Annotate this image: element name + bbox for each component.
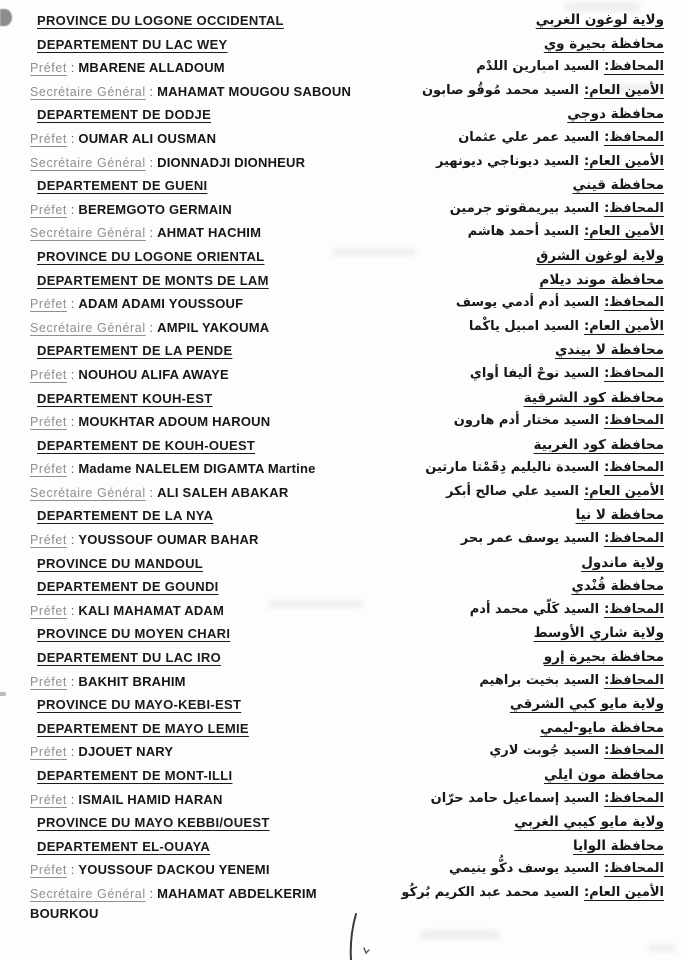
sg-label-ar: الأمين العام:: [584, 224, 664, 240]
arabic-entry: [534, 622, 664, 643]
prefet-label-fr: Préfet: [30, 297, 67, 312]
label-colon: :: [145, 885, 158, 901]
department-title-ar: محافظة مايو-ليمي: [540, 719, 664, 736]
label-colon: :: [145, 319, 158, 335]
row-department: [30, 646, 664, 670]
french-entry: [30, 882, 354, 923]
official-name-fr: DIONNADJI DIONHEUR: [157, 154, 306, 170]
arabic-entry: [510, 693, 664, 714]
row-prefet: [30, 788, 664, 812]
official-name-fr: DJOUET NARY: [78, 744, 174, 760]
french-entry: [30, 174, 207, 195]
sg-label-ar: الأمين العام:: [584, 884, 664, 900]
department-title-fr: DEPARTEMENT KOUH-EST: [37, 390, 213, 406]
sg-label-fr: Secrétaire Général: [30, 886, 146, 901]
official-name-fr: BEREMGOTO GERMAIN: [78, 201, 232, 217]
department-title-fr: DEPARTEMENT DE KOUH-OUEST: [37, 437, 256, 453]
department-title-ar: محافظة لا بيندي: [554, 342, 664, 359]
row-sg: [30, 316, 664, 340]
arabic-entry: [540, 717, 664, 738]
arabic-entry: [544, 646, 664, 667]
row-department: [30, 835, 664, 859]
department-title-fr: DEPARTEMENT DU LAC WEY: [37, 36, 228, 52]
official-name-ar: السيد جُوبت لاري: [489, 743, 600, 759]
department-title-fr: DEPARTEMENT DE LA NYA: [37, 508, 214, 524]
arabic-entry: [581, 552, 664, 573]
row-prefet: [30, 457, 664, 481]
official-name-ar: السيد يوسف عمر بحر: [460, 531, 600, 547]
official-name-ar: السيد ديوناجي ديونهير: [436, 153, 579, 169]
official-name-fr: MAHAMAT MOUGOU SABOUN: [157, 83, 352, 99]
official-name-ar: السيد محمد مُوقُو صابون: [421, 82, 579, 98]
row-prefet: [30, 740, 664, 764]
label-colon: :: [66, 461, 79, 477]
official-name-ar: السيد أدم أدمي يوسف: [455, 295, 600, 311]
arabic-entry: [571, 575, 664, 596]
arabic-entry: [536, 245, 664, 266]
label-colon: :: [66, 201, 79, 217]
french-entry: [30, 835, 210, 856]
row-province: [30, 811, 664, 835]
french-entry: [30, 80, 351, 102]
province-title-fr: PROVINCE DU MANDOUL: [37, 555, 204, 571]
french-entry: [30, 56, 225, 78]
row-prefet: [30, 127, 664, 151]
label-colon: :: [66, 791, 79, 807]
french-entry: [30, 127, 216, 149]
french-entry: [30, 552, 203, 573]
french-entry: [30, 717, 249, 738]
prefet-label-fr: Préfet: [30, 863, 67, 878]
arabic-entry: [534, 434, 664, 455]
label-colon: :: [66, 130, 79, 146]
prefet-label-fr: Préfet: [30, 462, 67, 477]
label-colon: :: [66, 414, 79, 430]
official-name-fr: ISMAIL HAMID HARAN: [78, 791, 223, 807]
prefet-label-fr: Préfet: [30, 367, 67, 382]
row-province: [30, 9, 664, 33]
french-entry: [30, 9, 284, 30]
french-entry: [30, 339, 232, 360]
french-entry: [30, 33, 228, 54]
french-entry: [30, 434, 255, 455]
official-name-ar: السيد إسماعيل حامد حرّان: [430, 790, 600, 806]
scan-shadow-patch: [420, 930, 500, 940]
row-province: [30, 552, 664, 576]
row-province: [30, 693, 664, 717]
arabic-entry: [401, 882, 664, 903]
row-sg: [30, 481, 664, 505]
prefet-label-fr: Préfet: [30, 674, 67, 689]
official-name-fr: ADAM ADAMI YOUSSOUF: [78, 296, 244, 312]
french-entry: [30, 764, 232, 785]
official-name-ar: السيد بخيت براهيم: [479, 672, 600, 688]
province-title-ar: ولاية شاري الأوسط: [533, 625, 664, 642]
row-department: [30, 33, 664, 57]
label-colon: :: [66, 673, 79, 689]
arabic-entry: [536, 9, 664, 30]
row-prefet: [30, 670, 664, 694]
prefet-label-fr: Préfet: [30, 61, 67, 76]
french-entry: [30, 269, 269, 290]
arabic-entry: [468, 221, 664, 242]
french-entry: [30, 693, 241, 714]
prefet-label-ar: المحافظ:: [604, 200, 664, 216]
french-entry: [30, 575, 219, 596]
sg-label-ar: الأمين العام:: [584, 153, 664, 169]
prefet-label-ar: المحافظ:: [604, 672, 664, 688]
official-name-ar: السيد مختار أدم هارون: [453, 413, 600, 429]
official-name-ar: السيد امبارين اللدْم: [476, 59, 600, 75]
label-colon: :: [145, 484, 158, 500]
french-entry: [30, 858, 270, 880]
prefet-label-ar: المحافظ:: [604, 59, 664, 75]
sg-label-ar: الأمين العام:: [584, 483, 664, 499]
province-title-ar: ولاية لوغون الغربي: [535, 12, 664, 28]
official-name-fr: AMPIL YAKOUMA: [157, 319, 270, 335]
french-entry: [30, 811, 270, 832]
row-department: [30, 575, 664, 599]
label-colon: :: [66, 532, 79, 548]
row-prefet: [30, 198, 664, 222]
arabic-entry: [489, 740, 664, 761]
arabic-entry: [450, 198, 664, 219]
province-title-ar: ولاية لوغون الشرق: [536, 247, 664, 264]
row-province: [30, 622, 664, 646]
arabic-entry: [422, 80, 664, 101]
arabic-entry: [576, 504, 664, 525]
french-entry: [30, 363, 229, 385]
row-sg: [30, 151, 664, 175]
official-name-fr: MBARENE ALLADOUM: [78, 60, 225, 76]
official-name-ar: السيد امبيل ياكْما: [468, 318, 579, 334]
french-entry: [30, 410, 270, 432]
province-title-fr: PROVINCE DU LOGONE ORIENTAL: [37, 248, 265, 264]
row-prefet: [30, 410, 664, 434]
label-colon: :: [66, 60, 79, 76]
official-name-fr: KALI MAHAMAT ADAM: [78, 602, 225, 618]
official-name-ar: السيد نوحْ أليفا أواي: [469, 365, 600, 381]
official-name-fr: YOUSSOUF OUMAR BAHAR: [78, 532, 259, 548]
department-title-ar: محافظة موند ديلام: [539, 271, 664, 288]
arabic-entry: [567, 103, 664, 124]
province-title-ar: ولاية مايو كيبي الغربي: [514, 814, 664, 831]
department-title-fr: DEPARTEMENT DE GOUNDI: [37, 579, 219, 595]
arabic-entry: [572, 174, 664, 195]
prefet-label-ar: المحافظ:: [604, 743, 664, 759]
prefet-label-fr: Préfet: [30, 533, 67, 548]
official-name-fr: ALI SALEH ABAKAR: [157, 484, 289, 500]
arabic-entry: [476, 56, 664, 77]
official-name-fr: MAHAMAT ABDELKERIM BOURKOU: [30, 885, 317, 921]
french-entry: [30, 387, 212, 408]
arabic-entry: [479, 670, 664, 691]
department-title-ar: محافظة دوجي: [567, 106, 664, 123]
department-title-ar: محافظة كود الشرقية: [523, 389, 664, 406]
arabic-entry: [436, 151, 664, 172]
french-entry: [30, 457, 316, 479]
province-title-fr: PROVINCE DU LOGONE OCCIDENTAL: [37, 13, 284, 28]
arabic-entry: [456, 292, 664, 313]
arabic-entry: [524, 387, 664, 408]
ink-smudge: [0, 9, 12, 26]
prefet-label-fr: Préfet: [30, 745, 67, 760]
french-entry: [30, 788, 223, 810]
row-sg: [30, 882, 664, 923]
french-entry: [30, 504, 213, 525]
prefet-label-fr: Préfet: [30, 131, 67, 146]
arabic-entry: [461, 528, 664, 549]
official-name-fr: YOUSSOUF DACKOU YENEMI: [78, 862, 270, 878]
arabic-entry: [470, 599, 664, 620]
prefet-label-fr: Préfet: [30, 202, 67, 217]
french-entry: [30, 481, 288, 503]
department-title-fr: DEPARTEMENT DE MAYO LEMIE: [37, 720, 249, 736]
row-department: [30, 339, 664, 363]
prefet-label-ar: المحافظ:: [604, 413, 664, 429]
arabic-entry: [449, 858, 664, 879]
row-department: [30, 174, 664, 198]
label-colon: :: [145, 83, 158, 99]
province-title-ar: ولاية مايو كبي الشرقي: [509, 696, 664, 713]
row-department: [30, 269, 664, 293]
sg-label-fr: Secrétaire Général: [30, 84, 146, 99]
department-title-ar: محافظة لا نيا: [575, 507, 664, 524]
label-colon: :: [145, 154, 158, 170]
prefet-label-ar: المحافظ:: [604, 601, 664, 617]
french-entry: [30, 316, 269, 338]
official-name-ar: السيد علي صالح أبكر: [446, 483, 579, 499]
arabic-entry: [555, 339, 664, 360]
label-colon: :: [66, 862, 79, 878]
directory-list: [30, 9, 664, 923]
row-prefet: [30, 292, 664, 316]
french-entry: [30, 151, 305, 173]
label-colon: :: [145, 225, 158, 241]
arabic-entry: [539, 269, 664, 290]
arabic-entry: [470, 363, 664, 384]
arabic-entry: [544, 764, 664, 785]
row-province: [30, 245, 664, 269]
row-department: [30, 387, 664, 411]
row-department: [30, 103, 664, 127]
french-entry: [30, 622, 230, 643]
department-title-fr: DEPARTEMENT DE LA PENDE: [37, 343, 233, 359]
prefet-label-ar: المحافظ:: [604, 295, 664, 311]
province-title-fr: PROVINCE DU MAYO-KEBI-EST: [37, 697, 242, 713]
row-department: [30, 504, 664, 528]
label-colon: :: [66, 366, 79, 382]
department-title-fr: DEPARTEMENT DE GUENI: [37, 178, 208, 194]
arabic-entry: [573, 835, 664, 856]
department-title-ar: محافظة مون ايلي: [544, 767, 664, 783]
sg-label-ar: الأمين العام:: [584, 82, 664, 98]
department-title-ar: محافظة بحيرة وي: [543, 35, 664, 52]
prefet-label-ar: المحافظ:: [604, 365, 664, 381]
official-name-ar: السيد عمر علي عثمان: [458, 129, 600, 145]
prefet-label-fr: Préfet: [30, 603, 67, 618]
row-sg: [30, 221, 664, 245]
prefet-label-fr: Préfet: [30, 415, 67, 430]
scan-edge-mark: [0, 692, 6, 696]
french-entry: [30, 221, 261, 243]
row-prefet: [30, 858, 664, 882]
row-prefet: [30, 56, 664, 80]
row-department: [30, 764, 664, 788]
official-name-fr: BAKHIT BRAHIM: [78, 673, 186, 689]
official-name-ar: السيد كَلّي محمد أدم: [469, 601, 600, 617]
row-prefet: [30, 599, 664, 623]
department-title-ar: محافظة الوايا: [573, 837, 664, 854]
province-title-fr: PROVINCE DU MOYEN CHARI: [37, 626, 231, 642]
prefet-label-ar: المحافظ:: [604, 861, 664, 877]
sg-label-fr: Secrétaire Général: [30, 155, 146, 170]
french-entry: [30, 599, 224, 621]
official-name-ar: السيد محمد عبد الكريم بُركُو: [401, 884, 579, 900]
prefet-label-ar: المحافظ:: [604, 531, 664, 547]
sg-label-fr: Secrétaire Général: [30, 226, 146, 241]
department-title-fr: DEPARTEMENT DE MONT-ILLI: [37, 768, 233, 783]
arabic-entry: [514, 811, 664, 832]
arabic-entry: [469, 316, 664, 337]
sg-label-fr: Secrétaire Général: [30, 320, 146, 335]
official-name-fr: Madame NALELEM DIGAMTA Martine: [78, 461, 316, 477]
french-entry: [30, 528, 259, 550]
french-entry: [30, 740, 173, 762]
arabic-entry: [458, 127, 664, 148]
scan-shadow-patch: [648, 944, 676, 953]
row-sg: [30, 80, 664, 104]
arabic-entry: [446, 481, 664, 502]
prefet-label-ar: المحافظ:: [604, 460, 664, 476]
province-title-ar: ولاية ماندول: [581, 554, 664, 571]
row-prefet: [30, 528, 664, 552]
arabic-entry: [544, 33, 664, 54]
official-name-fr: AHMAT HACHIM: [157, 225, 262, 241]
french-entry: [30, 646, 221, 667]
arabic-entry: [425, 457, 664, 478]
french-entry: [30, 198, 232, 220]
department-title-ar: محافظة قُنْدي: [571, 578, 664, 595]
label-colon: :: [66, 744, 79, 760]
french-entry: [30, 245, 264, 266]
province-title-fr: PROVINCE DU MAYO KEBBI/OUEST: [37, 815, 270, 831]
department-title-fr: DEPARTEMENT DU LAC IRO: [37, 650, 222, 666]
official-name-fr: OUMAR ALI OUSMAN: [78, 130, 217, 146]
sg-label-ar: الأمين العام:: [584, 318, 664, 334]
french-entry: [30, 103, 211, 124]
official-name-ar: السيد أحمد هاشم: [467, 224, 579, 240]
official-name-ar: السيد يوسف دكُّو ينيمي: [449, 861, 600, 877]
label-colon: :: [66, 296, 79, 312]
official-name-fr: NOUHOU ALIFA AWAYE: [78, 366, 229, 382]
department-title-ar: محافظة كود الغربية: [533, 436, 664, 453]
prefet-label-ar: المحافظ:: [604, 129, 664, 145]
department-title-ar: محافظة بحيرة إرو: [543, 649, 664, 666]
official-name-fr: MOUKHTAR ADOUM HAROUN: [78, 414, 271, 430]
department-title-fr: DEPARTEMENT DE DODJE: [37, 107, 212, 123]
department-title-fr: DEPARTEMENT EL-OUAYA: [37, 838, 211, 854]
row-department: [30, 717, 664, 741]
arabic-entry: [431, 788, 664, 809]
row-department: [30, 434, 664, 458]
department-title-ar: محافظة قيني: [572, 177, 664, 194]
french-entry: [30, 670, 186, 692]
official-name-ar: السيد بيريمقوتو جرمين: [449, 200, 600, 216]
official-name-ar: السيدة ناليليم دِقَمْتا مارتين: [425, 460, 600, 476]
arabic-entry: [454, 410, 664, 431]
department-title-fr: DEPARTEMENT DE MONTS DE LAM: [37, 272, 269, 288]
french-entry: [30, 292, 243, 314]
label-colon: :: [66, 602, 79, 618]
prefet-label-fr: Préfet: [30, 792, 67, 807]
prefet-label-ar: المحافظ:: [604, 790, 664, 806]
row-prefet: [30, 363, 664, 387]
sg-label-fr: Secrétaire Général: [30, 485, 146, 500]
